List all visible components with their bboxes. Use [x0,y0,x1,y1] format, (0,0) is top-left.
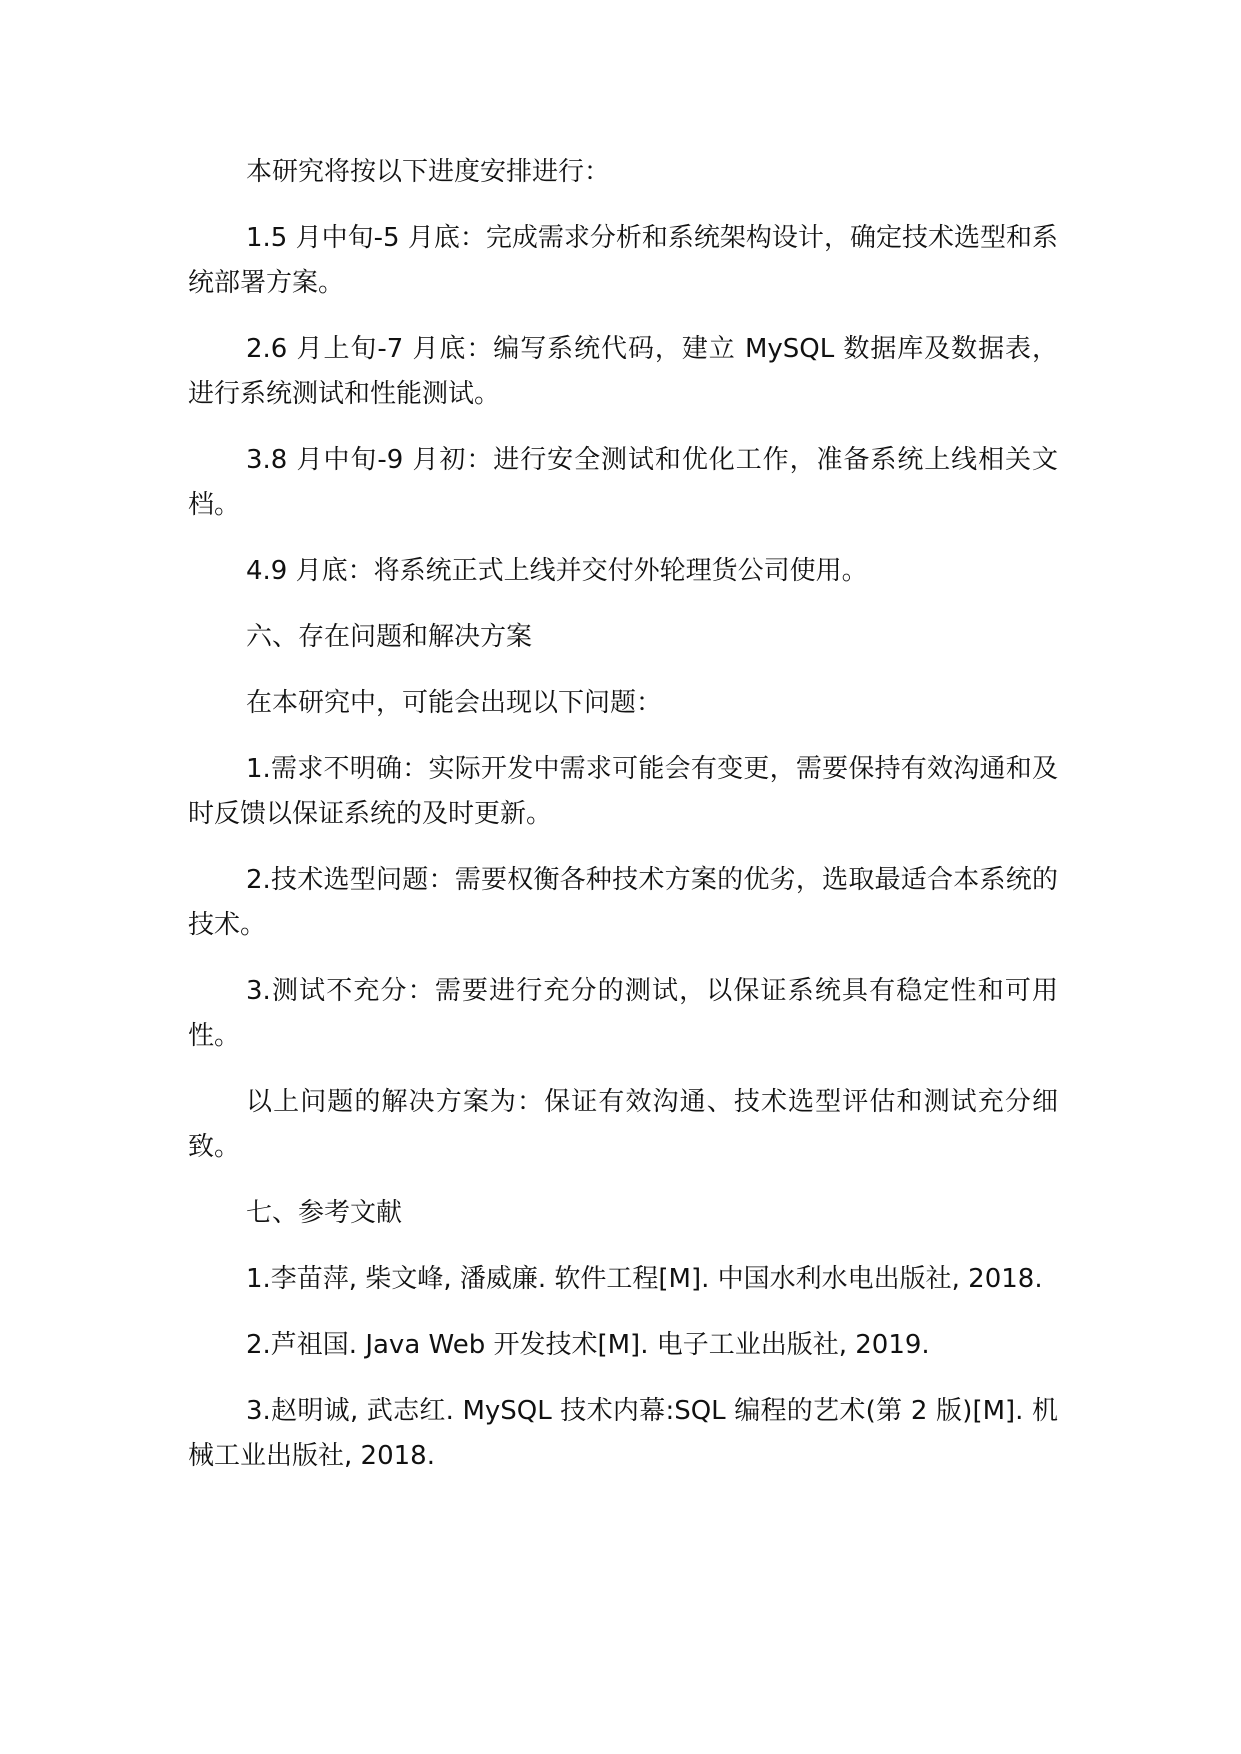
section-heading: 七、参考文献 [246,1198,403,1228]
problems-intro: 在本研究中，可能会出现以下问题： [246,688,663,718]
schedule-item: 1.5 月中旬-5 月底：完成需求分析和系统架构设计，确定技术选型和系统部署方案。 [188,223,1058,298]
section-heading: 六、存在问题和解决方案 [246,622,533,652]
schedule-intro: 本研究将按以下进度安排进行： [246,157,611,187]
document-body [188,150,1058,1500]
solution-summary: 以上问题的解决方案为：保证有效沟通、技术选型评估和测试充分细致。 [188,1087,1058,1162]
schedule-item: 3.8 月中旬-9 月初：进行安全测试和优化工作，准备系统上线相关文档。 [188,445,1058,520]
problem-item: 3.测试不充分：需要进行充分的测试，以保证系统具有稳定性和可用性。 [188,976,1058,1051]
reference-item: 1.李苗萍, 柴文峰, 潘威廉. 软件工程[M]. 中国水利水电出版社, 2018. [246,1264,1043,1294]
problem-item: 2.技术选型问题：需要权衡各种技术方案的优劣，选取最适合本系统的技术。 [188,865,1058,940]
schedule-item: 2.6 月上旬-7 月底：编写系统代码，建立 MySQL 数据库及数据表，进行系统测试和性能测试。 [188,334,1058,409]
problem-item: 1.需求不明确：实际开发中需求可能会有变更，需要保持有效沟通和及时反馈以保证系统的及时更新。 [188,754,1058,829]
schedule-item: 4.9 月底：将系统正式上线并交付外轮理货公司使用。 [246,556,868,586]
reference-item: 3.赵明诚, 武志红. MySQL 技术内幕:SQL 编程的艺术(第 2 版)[M]. 机械工业出版社, 2018. [188,1396,1058,1471]
reference-item: 2.芦祖国. Java Web 开发技术[M]. 电子工业出版社, 2019. [246,1330,930,1360]
